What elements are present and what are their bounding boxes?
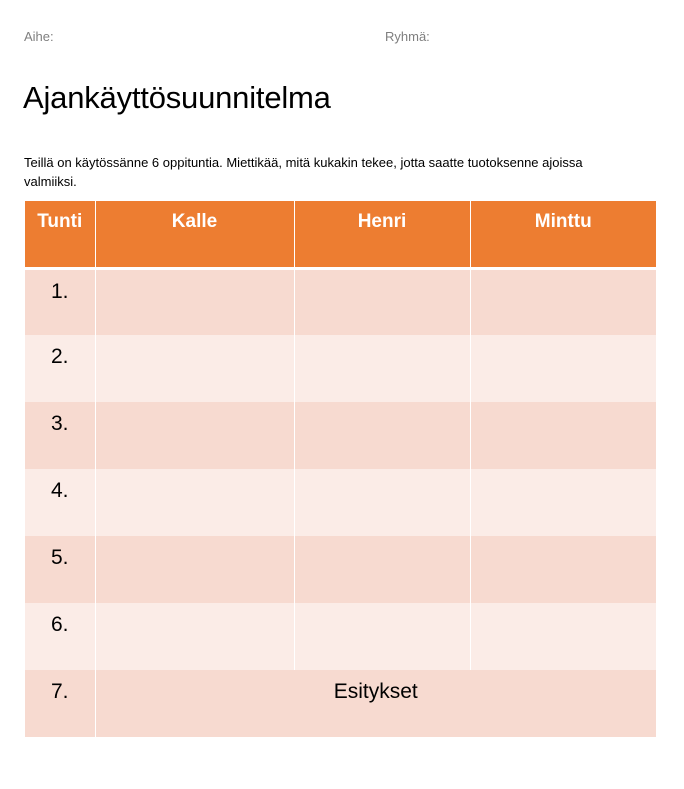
column-header-tunti: Tunti: [25, 201, 95, 268]
table-row: [25, 469, 656, 536]
column-header-minttu: Minttu: [470, 201, 656, 268]
cell-minttu[interactable]: [470, 268, 656, 335]
table-header-row: [25, 201, 656, 268]
table-row: [25, 402, 656, 469]
lesson-number: 7.: [25, 670, 95, 737]
cell-henri[interactable]: [294, 402, 470, 469]
cell-henri[interactable]: [294, 268, 470, 335]
cell-kalle[interactable]: [95, 268, 294, 335]
cell-kalle[interactable]: [95, 603, 294, 670]
cell-kalle[interactable]: [95, 536, 294, 603]
table-row: [25, 536, 656, 603]
cell-minttu[interactable]: [470, 469, 656, 536]
presentations-cell: Esitykset: [95, 670, 656, 737]
cell-henri[interactable]: [294, 536, 470, 603]
cell-minttu[interactable]: [470, 402, 656, 469]
cell-henri[interactable]: [294, 469, 470, 536]
table-row: [25, 268, 656, 335]
table-row-final: [25, 670, 656, 737]
lesson-number: 2.: [25, 335, 95, 402]
cell-henri[interactable]: [294, 603, 470, 670]
intro-text: Teillä on käytössänne 6 oppituntia. Miettikää, mitä kukakin tekee, jotta saatte tuotoksenne ajoissa valmiiksi.: [24, 155, 583, 189]
cell-kalle[interactable]: [95, 335, 294, 402]
lesson-number: 1.: [25, 268, 95, 335]
cell-kalle[interactable]: [95, 469, 294, 536]
time-plan-table: [25, 201, 656, 737]
cell-kalle[interactable]: [95, 402, 294, 469]
subject-label: Aihe:: [24, 29, 54, 44]
column-header-kalle: Kalle: [95, 201, 294, 268]
table-row: [25, 603, 656, 670]
cell-minttu[interactable]: [470, 335, 656, 402]
group-label: Ryhmä:: [385, 29, 430, 44]
lesson-number: 3.: [25, 402, 95, 469]
lesson-number: 5.: [25, 536, 95, 603]
column-header-henri: Henri: [294, 201, 470, 268]
cell-minttu[interactable]: [470, 603, 656, 670]
cell-minttu[interactable]: [470, 536, 656, 603]
page-title: Ajankäyttösuunnitelma: [23, 80, 331, 115]
table-row: [25, 335, 656, 402]
cell-henri[interactable]: [294, 335, 470, 402]
lesson-number: 6.: [25, 603, 95, 670]
lesson-number: 4.: [25, 469, 95, 536]
